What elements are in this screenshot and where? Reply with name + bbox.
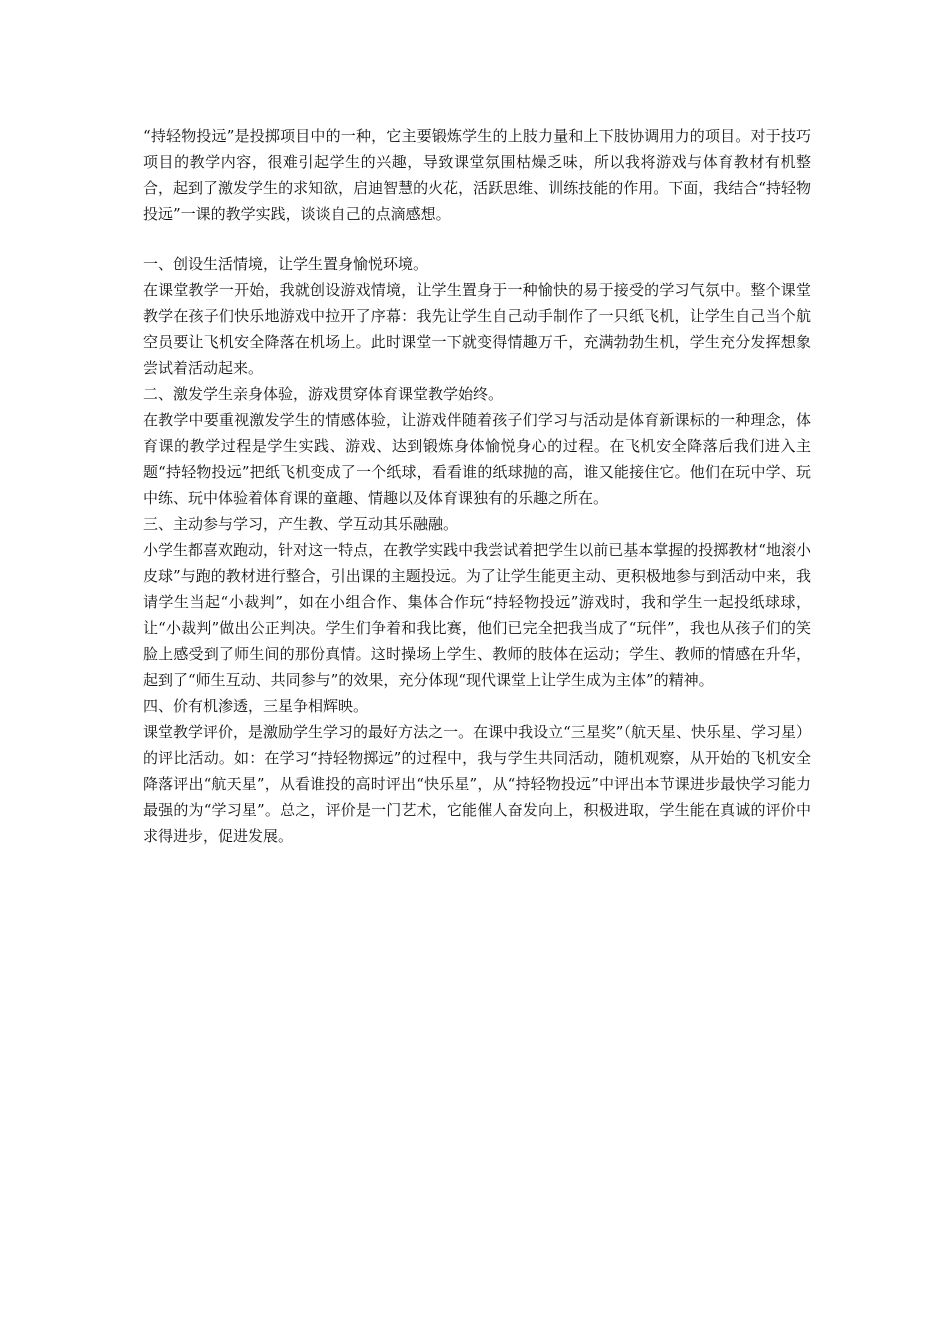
section-3-paragraph: 小学生都喜欢跑动，针对这一特点，在教学实践中我尝试着把学生以前已基本掌握的投掷教材“地滚小皮球”与跑的教材进行整合，引出课的主题投远。为了让学生能更主动、更积极地参与到活动中来，我请学生当起“小裁判”，如在小组合作、集体合作玩“持轻物投远”游戏时，我和学生一起投纸球球，让“小裁判”做出公正判决。学生们争着和我比赛，他们已完全把我当成了“玩伴”，我也从孩子们的笑脸上感受到了师生间的那份真情。这时操场上学生、教师的肢体在运动；学生、教师的情感在升华，起到了“师生互动、共同参与”的效果，充分体现“现代课堂上让学生成为主体”的精神。 bbox=[143, 541, 811, 689]
section-2-heading: 二、激发学生亲身体验，游戏贯穿体育课堂教学始终。 bbox=[143, 385, 504, 403]
document-body bbox=[143, 123, 811, 849]
intro-paragraph: “持轻物投远”是投掷项目中的一种，它主要锻炼学生的上肢力量和上下肢协调用力的项目。对于技巧项目的教学内容，很难引起学生的兴趣，导致课堂氛围枯燥乏味，所以我将游戏与体育教材有机整合，起到了激发学生的求知欲，启迪智慧的火花，活跃思维、训练技能的作用。下面，我结合“持轻物投远”一课的教学实践，谈谈自己的点滴感想。 bbox=[143, 127, 811, 223]
section-4-paragraph: 课堂教学评价，是激励学生学习的最好方法之一。在课中我设立“三星奖”（航天星、快乐星、学习星）的评比活动。如：在学习“持轻物掷远”的过程中，我与学生共同活动，随机观察，从开始的飞机安全降落评出“航天星”，从看谁投的高时评出“快乐星”，从“持轻物投远”中评出本节课进步最快学习能力最强的为“学习星”。总之，评价是一门艺术，它能催人奋发向上，积极进取，学生能在真诚的评价中求得进步，促进发展。 bbox=[143, 723, 811, 845]
section-4-heading: 四、价有机渗透，三星争相辉映。 bbox=[143, 697, 369, 715]
blank-line bbox=[143, 227, 811, 251]
section-2-paragraph: 在教学中要重视激发学生的情感体验，让游戏伴随着孩子们学习与活动是体育新课标的一种理念，体育课的教学过程是学生实践、游戏、达到锻炼身体愉悦身心的过程。在飞机安全降落后我们进入主题“持轻物投远”把纸飞机变成了一个纸球，看看谁的纸球抛的高，谁又能接住它。他们在玩中学、玩中练、玩中体验着体育课的童趣、情趣以及体育课独有的乐趣之所在。 bbox=[143, 411, 811, 507]
section-1-heading: 一、创设生活情境，让学生置身愉悦环境。 bbox=[143, 255, 429, 273]
section-1-paragraph: 在课堂教学一开始，我就创设游戏情境，让学生置身于一种愉快的易于接受的学习气氛中。整个课堂教学在孩子们快乐地游戏中拉开了序幕：我先让学生自己动手制作了一只纸飞机，让学生自己当个航空员要让飞机安全降落在机场上。此时课堂一下就变得情趣万千，充满勃勃生机，学生充分发挥想象尝试着活动起来。 bbox=[143, 281, 811, 377]
section-3-heading: 三、主动参与学习，产生教、学互动其乐融融。 bbox=[143, 515, 459, 533]
